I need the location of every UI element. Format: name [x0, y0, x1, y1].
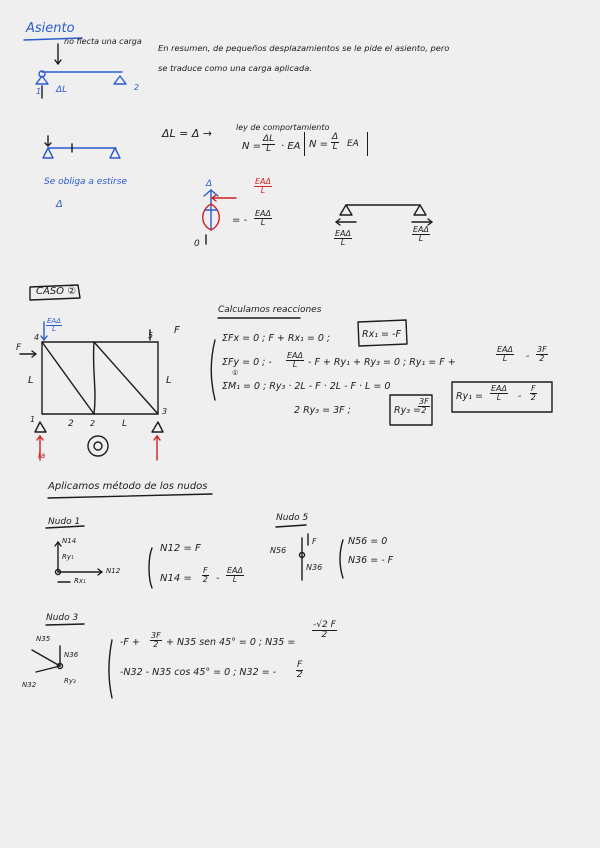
- equation-2-prefix: ΣFy = 0 ; -: [222, 357, 272, 368]
- nudo5-eq1: N56 = 0: [348, 536, 388, 547]
- ry1-box-fraction: [490, 385, 508, 403]
- node-5: 5: [148, 331, 154, 340]
- dim-right: L: [166, 375, 172, 386]
- nudo3-ry3: Ry₃: [64, 677, 76, 685]
- nudo5-n56: N56: [270, 546, 287, 555]
- nudo5-eq2: N36 = - F: [348, 555, 394, 566]
- equation-dl: ΔL = Δ →: [162, 127, 213, 140]
- fraction-numerator: EAΔ: [287, 351, 303, 360]
- dim-left: L: [28, 375, 34, 386]
- equation-n-box-suffix: EA: [347, 139, 359, 149]
- fraction-denominator: L: [260, 218, 266, 228]
- equation-2-tail-prefix: -: [526, 351, 530, 362]
- fraction-denominator: 2: [321, 630, 328, 641]
- dim-bottom-left: 2: [68, 419, 74, 429]
- equation-2-fraction: [286, 352, 304, 370]
- nudo1-eq2-fraction: [202, 567, 209, 585]
- nudo3-eq1-result-fraction: [312, 621, 337, 641]
- delta-label: ΔL: [56, 85, 68, 95]
- nudo3-title: Nudo 3: [46, 613, 79, 623]
- fraction-denominator: 2: [530, 393, 536, 403]
- fraction-denominator: 2: [296, 670, 303, 681]
- fraction-denominator: L: [418, 234, 424, 244]
- nudo1-eq2-prefix: N14 =: [160, 573, 192, 584]
- fraction-numerator: EAΔ: [47, 317, 61, 325]
- ry1-box-fraction-2: [530, 385, 537, 403]
- force-left: F: [16, 343, 22, 353]
- fraction-numerator: EAΔ: [335, 229, 351, 238]
- equation-n-box-fraction: [331, 133, 339, 153]
- equation-n: N =: [242, 141, 262, 152]
- support-delta: Δ: [206, 179, 213, 189]
- nudo3-n32: N32: [22, 681, 37, 689]
- fraction-numerator: F: [531, 384, 536, 393]
- nudo1-n12: N12: [106, 567, 121, 575]
- nudo1-rx1: Rx₁: [74, 577, 86, 585]
- equation-n-fraction: [262, 135, 275, 155]
- fraction-numerator: -√2 F: [313, 620, 336, 630]
- ley-comportamiento-label: ley de comportamiento: [236, 123, 330, 132]
- fraction-numerator: ΔL: [263, 134, 275, 144]
- fraction-numerator: 3F: [419, 397, 429, 406]
- fraction-denominator: 2: [153, 640, 159, 650]
- equation-4-box-fraction: [418, 398, 430, 416]
- nudo3-n35: N35: [36, 635, 51, 643]
- fraction-denominator: L: [292, 360, 298, 370]
- node-4: 4: [34, 333, 40, 342]
- fraction-numerator: EAΔ: [255, 177, 271, 186]
- nudo3-eq1-prefix: -F +: [120, 637, 140, 648]
- red-load-fraction: [254, 178, 272, 196]
- nudo5-title: Nudo 5: [276, 513, 309, 523]
- equation-minus-prefix: = -: [232, 215, 248, 226]
- nudo3-eq1-fraction: [150, 632, 162, 650]
- equation-4-prefix: 2 Ry₃ = 3F ;: [294, 405, 351, 416]
- equation-3: ΣM₁ = 0 ; Ry₃ · 2L - F · 2L - F · L = 0: [222, 381, 391, 392]
- fraction-numerator: F: [297, 660, 303, 670]
- nudo1-eq2-fraction-2: [226, 567, 244, 585]
- nudo1-title: Nudo 1: [48, 517, 81, 527]
- note-line-1: En resumen, de pequeños desplazamientos se le pide el asiento, pero: [158, 43, 450, 53]
- equation-2-fraction-2: [496, 346, 514, 364]
- fraction-denominator: 2: [202, 575, 208, 585]
- fraction-numerator: 3F: [537, 345, 547, 354]
- fraction-numerator: EAΔ: [497, 345, 513, 354]
- fraction-denominator: L: [266, 144, 272, 155]
- node-2: 2: [90, 419, 96, 428]
- nudo3-eq1-suffix: + N35 sen 45° = 0 ; N35 =: [166, 637, 296, 648]
- equation-4-box-prefix: Ry₃ =: [394, 405, 422, 416]
- fraction-denominator: L: [260, 186, 266, 196]
- fraction-denominator: 2: [421, 406, 427, 416]
- obliga-line-2: Δ: [56, 199, 63, 210]
- beam-right-fraction: [412, 226, 430, 244]
- nudo1-eq2-mid: -: [216, 573, 220, 584]
- ry1-box-prefix: Ry₁ =: [456, 391, 484, 402]
- equation-minus-fraction: [254, 210, 272, 228]
- support-origin: 0: [194, 239, 200, 249]
- reaction-label: Ia: [38, 451, 46, 460]
- equation-1: ΣFx = 0 ; F + Rx₁ = 0 ;: [222, 333, 331, 344]
- fraction-denominator: L: [232, 575, 238, 585]
- fraction-denominator: 2: [539, 354, 545, 364]
- arrow-label: no flecta una carga: [64, 37, 142, 46]
- equation-n-suffix: · EA: [281, 141, 301, 152]
- nudo5-f: F: [312, 537, 317, 546]
- equation-2-suffix: - F + Ry₁ + Ry₃ = 0 ; Ry₁ = F +: [308, 357, 456, 368]
- equation-n-box: [304, 132, 368, 156]
- fraction-denominator: L: [502, 354, 508, 364]
- equation-n-box-prefix: N =: [309, 139, 329, 150]
- fraction-numerator: F: [203, 566, 208, 575]
- nudo3-eq2-fraction: [296, 661, 303, 681]
- fraction-numerator: EAΔ: [255, 209, 271, 218]
- fraction-numerator: EAΔ: [413, 225, 429, 234]
- nudo3-n36: N36: [64, 651, 79, 659]
- obliga-line-1: Se obliga a estirse: [44, 177, 127, 187]
- note-line-2: se traduce como una carga aplicada.: [158, 63, 312, 73]
- equation-3-moment-marker: ①: [232, 369, 239, 377]
- nudo1-n14: N14: [62, 537, 77, 545]
- section-title-nudos: Aplicamos método de los nudos: [48, 481, 208, 492]
- fraction-denominator: L: [332, 142, 338, 153]
- fraction-denominator: L: [496, 393, 502, 403]
- beam-left-fraction: [334, 230, 352, 248]
- fraction-numerator: Δ: [332, 132, 339, 142]
- fraction-denominator: L: [340, 238, 346, 248]
- section-title-caso2: CASO ②: [36, 286, 77, 297]
- nudo1-eq1: N12 = F: [160, 543, 201, 554]
- truss-load-fraction: [46, 318, 62, 334]
- fraction-numerator: EAΔ: [491, 384, 507, 393]
- node-1: 1: [30, 415, 36, 424]
- dim-bottom-right: L: [122, 419, 128, 429]
- node-label-2: 2: [134, 83, 140, 92]
- fraction-numerator: 3F: [151, 631, 161, 640]
- fraction-denominator: L: [52, 325, 56, 334]
- fraction-numerator: EAΔ: [227, 566, 243, 575]
- nudo5-n36: N36: [306, 563, 323, 572]
- equation-1-box: Rx₁ = -F: [362, 329, 401, 340]
- reactions-title: Calculamos reacciones: [218, 305, 322, 315]
- node-3: 3: [162, 407, 168, 416]
- equation-2-tail-fraction: [536, 346, 548, 364]
- ry1-box-mid: -: [518, 391, 522, 402]
- nudo1-ry1: Ry₁: [62, 553, 74, 561]
- nudo3-eq2-prefix: -N32 - N35 cos 45° = 0 ; N32 = -: [120, 667, 277, 678]
- node-label-1: 1: [36, 87, 42, 96]
- section-title-asiento: Asiento: [26, 21, 75, 36]
- force-right: F: [174, 325, 180, 336]
